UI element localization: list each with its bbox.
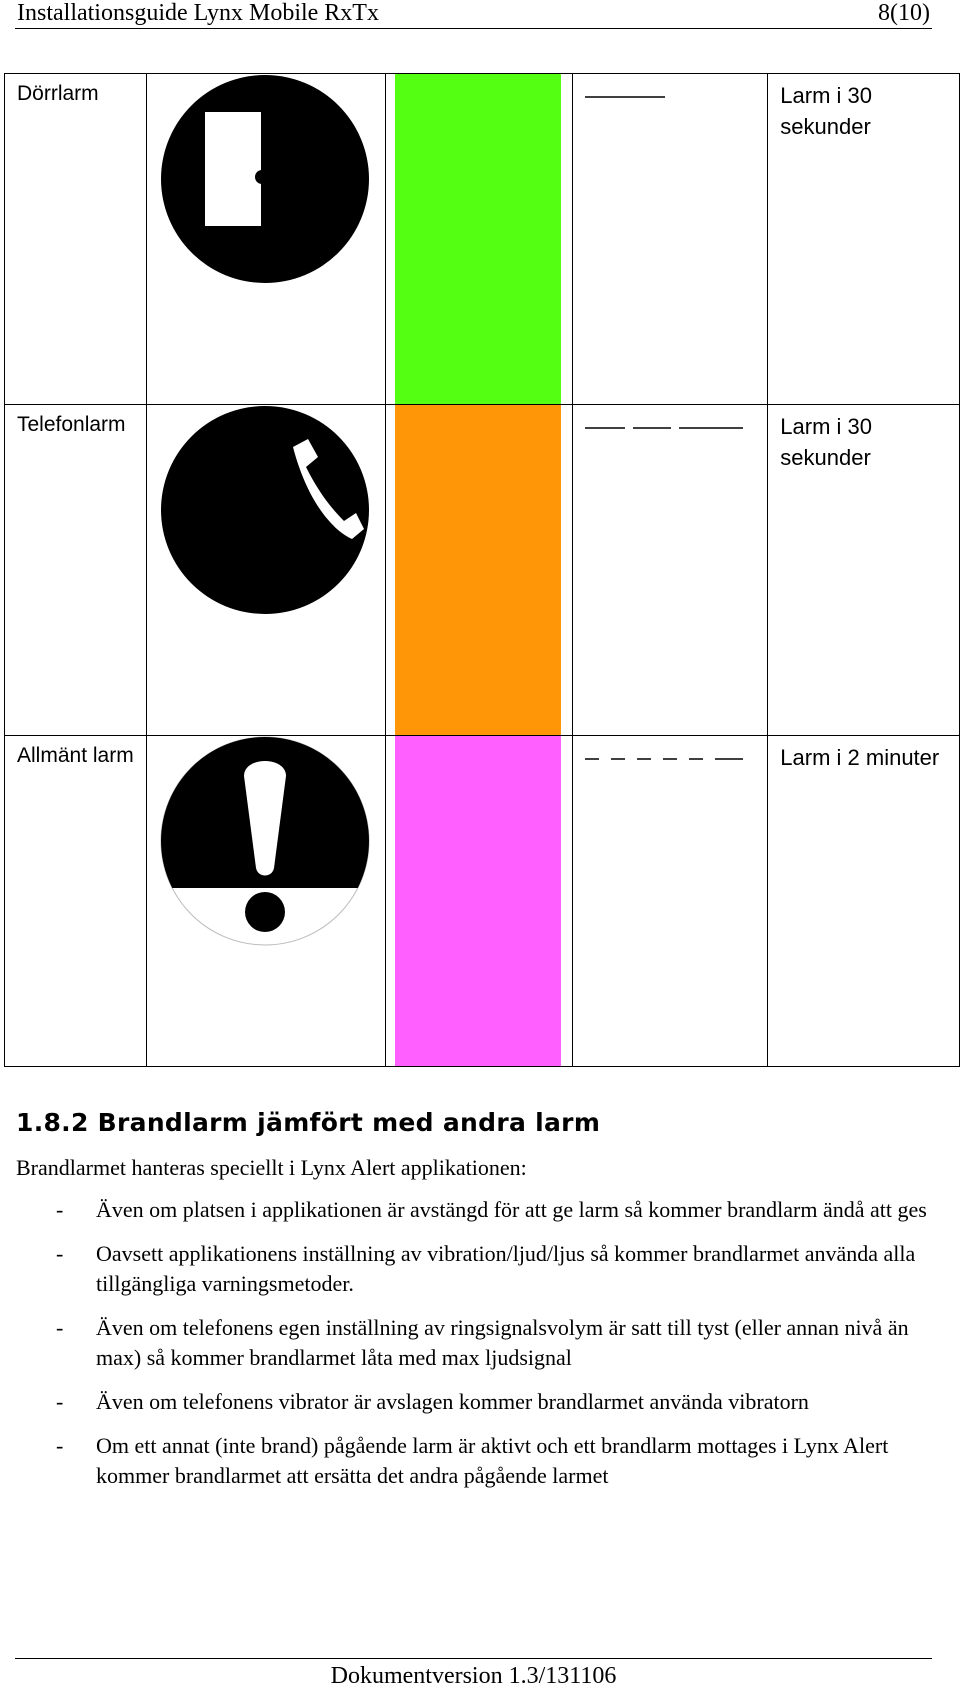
list-item-text: Även om telefonens egen inställning av ringsignalsvolym är satt till tyst (eller annan nivå än max) så kommer brandlarmet låta med max ljudsignal <box>96 1315 909 1370</box>
list-item-text: Oavsett applikationens inställning av vibration/ljud/ljus så kommer brandlarmet använda alla tillgängliga varningsmetoder. <box>96 1241 916 1296</box>
signal-pattern-cell <box>573 74 768 405</box>
alarm-color-swatch <box>395 736 561 1066</box>
alarm-icon-cell <box>146 74 385 405</box>
alarm-icon-cell <box>146 405 385 736</box>
table-row-phone <box>5 405 960 736</box>
document-version: Dokumentversion 1.3/131106 <box>330 1663 617 1689</box>
page-number: 8(10) <box>878 0 930 26</box>
alarm-color-cell <box>385 405 572 736</box>
alarm-duration: Larm i 30 sekunder <box>780 83 872 139</box>
alarm-name: Telefonlarm <box>17 413 126 436</box>
signal-pattern-cell <box>573 736 768 1067</box>
page-footer <box>15 1658 932 1690</box>
signal-pattern-short-short-long <box>585 423 765 433</box>
bullet-list <box>16 1195 936 1505</box>
door-icon <box>160 74 370 284</box>
bullet-marker: - <box>56 1389 64 1414</box>
alarm-color-swatch <box>395 74 561 404</box>
section-heading: 1.8.2 Brandlarm jämfört med andra larm <box>16 1108 601 1137</box>
telephone-icon <box>160 405 370 615</box>
document-title: Installationsguide Lynx Mobile RxTx <box>17 0 379 26</box>
signal-pattern-dashed <box>585 754 765 764</box>
alarm-name-cell <box>5 405 147 736</box>
alarm-duration: Larm i 2 minuter <box>780 745 940 770</box>
table-row-general <box>5 736 960 1067</box>
list-item <box>16 1387 936 1417</box>
page-header <box>15 0 932 29</box>
alarm-name-cell <box>5 74 147 405</box>
alarm-name: Dörrlarm <box>17 82 99 105</box>
alarm-duration-cell <box>768 736 960 1067</box>
alarm-name: Allmänt larm <box>17 744 134 767</box>
alarm-icon-cell <box>146 736 385 1067</box>
bullet-marker: - <box>56 1433 64 1458</box>
list-item-text: Om ett annat (inte brand) pågående larm är aktivt och ett brandlarm mottages i Lynx Alert kommer brandlarmet att ersätta det andra pågående larmet <box>96 1433 889 1488</box>
list-item-text: Även om telefonens vibrator är avslagen kommer brandlarmet använda vibratorn <box>96 1389 809 1414</box>
alarm-color-cell <box>385 74 572 405</box>
list-item <box>16 1431 936 1491</box>
exclamation-icon <box>160 736 370 946</box>
alarm-table <box>4 73 960 1067</box>
bullet-marker: - <box>56 1197 64 1222</box>
bullet-marker: - <box>56 1315 64 1340</box>
list-item <box>16 1195 936 1225</box>
alarm-duration-cell <box>768 74 960 405</box>
alarm-color-swatch <box>395 405 561 735</box>
list-item-text: Även om platsen i applikationen är avstängd för att ge larm så kommer brandlarm ändå att ges <box>96 1197 927 1222</box>
alarm-color-cell <box>385 736 572 1067</box>
table-row-door <box>5 74 960 405</box>
bullet-marker: - <box>56 1241 64 1266</box>
list-item <box>16 1313 936 1373</box>
signal-pattern-cell <box>573 405 768 736</box>
alarm-name-cell <box>5 736 147 1067</box>
signal-pattern-single-long <box>585 92 765 102</box>
alarm-duration-cell <box>768 405 960 736</box>
list-item <box>16 1239 936 1299</box>
section-intro: Brandlarmet hanteras speciellt i Lynx Alert applikationen: <box>16 1155 527 1180</box>
alarm-duration: Larm i 30 sekunder <box>780 414 872 470</box>
